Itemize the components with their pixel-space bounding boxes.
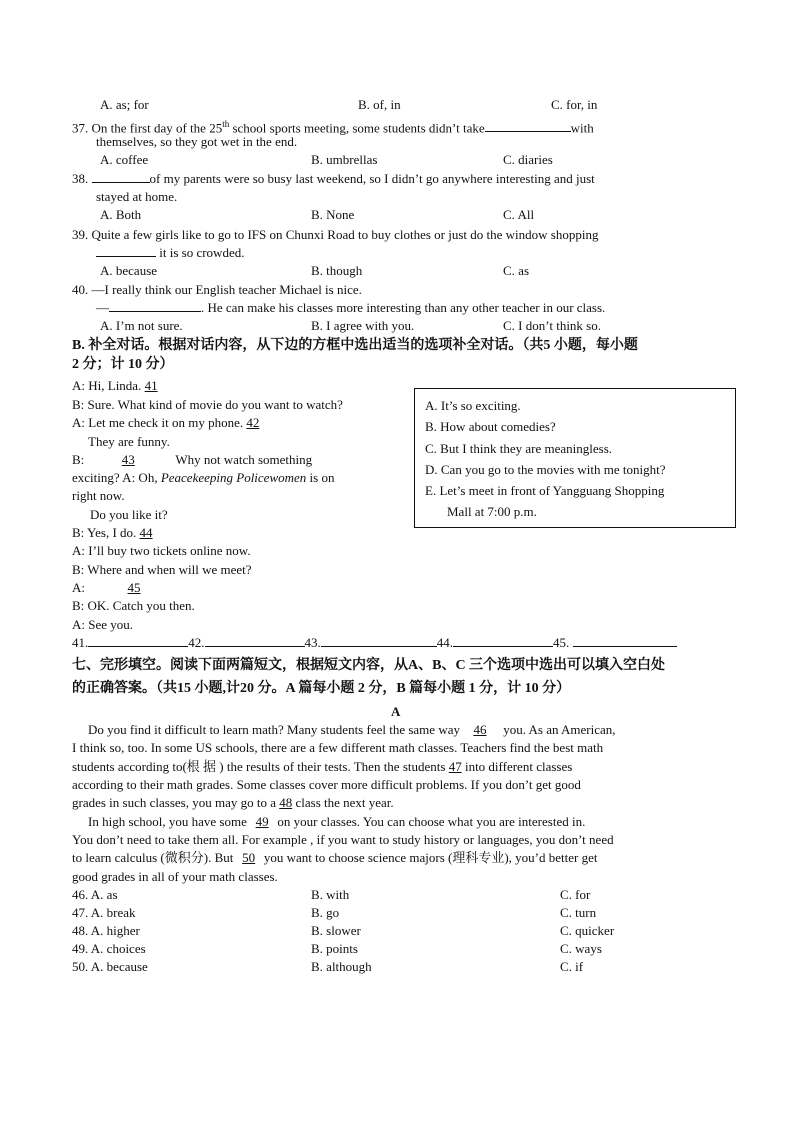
passage-title: A	[391, 704, 401, 719]
answer-blank-43	[321, 634, 437, 647]
passage-p2-line4: good grades in all of your math classes.	[72, 869, 278, 884]
q37-option-b: B. umbrellas	[311, 152, 378, 167]
q49-option-b: B. points	[311, 941, 358, 956]
passage-p1-line2: I think so, too. In some US schools, there are a few different math classes. Teachers find the best math	[72, 740, 604, 755]
blank-49: 49	[255, 814, 269, 829]
dialogue-line-3: A: Let me check it on my phone. 42	[72, 414, 308, 432]
blank-43: 43	[121, 452, 135, 467]
dialogue-line-8: Do you like it?	[90, 507, 168, 522]
q36-option-c: C. for, in	[551, 97, 598, 112]
q40-option-c: C. I don’t think so.	[503, 318, 601, 333]
q36-option-b: B. of, in	[358, 97, 401, 112]
answer-blank-45	[573, 634, 677, 647]
q47-option-b: B. go	[311, 905, 340, 920]
q36-option-a: A. as; for	[100, 97, 149, 112]
dialogue-line-5: B: 43 Why not watch something	[72, 452, 313, 467]
q37-blank	[485, 119, 571, 132]
q47-option-a: 47. A. break	[72, 905, 136, 920]
passage-p1-line5: grades in such classes, you may go to a 48 class the next year.	[72, 795, 394, 810]
q48-option-b: B. slower	[311, 923, 361, 938]
dialogue-line-6: exciting? A: Oh, Peacekeeping Policewomen is on	[72, 470, 335, 485]
q38-blank	[92, 170, 150, 183]
dialogue-line-10: A: I’ll buy two tickets online now.	[72, 543, 251, 558]
q38-option-a: A. Both	[100, 207, 142, 222]
dialogue-line-12: A: 45	[72, 579, 183, 597]
dialogue-line-4: They are funny.	[88, 434, 170, 449]
box-option-c: C. But I think they are meaningless.	[425, 441, 613, 456]
q48-option-a: 48. A. higher	[72, 923, 140, 938]
q39-option-c: C. as	[503, 263, 529, 278]
answer-blank-44	[453, 634, 553, 647]
section-7-heading-cont: 的正确答案。（共15 小题,计20 分。A 篇每小题 2 分，B 篇每小题 1 分，计 10 分）	[72, 681, 571, 696]
passage-p1-line1: Do you find it difficult to learn math? Many students feel the same way 46 you. As an American,	[88, 722, 616, 737]
q50-option-c: C. if	[560, 959, 584, 974]
q40-stem-line1: 40. —I really think our English teacher Michael is nice.	[72, 282, 362, 297]
q49-option-a: 49. A. choices	[72, 941, 146, 956]
passage-p1-line4: according to their math grades. Some classes cover more difficult problems. If you don’t get good	[72, 777, 581, 792]
section-b-heading-cont: 2 分；计 10 分）	[72, 357, 174, 372]
q37-option-c: C. diaries	[503, 152, 553, 167]
blank-44: 44	[139, 525, 153, 540]
blank-50: 50	[242, 850, 256, 865]
dialogue-line-7: right now.	[72, 488, 125, 503]
q48-option-c: C. quicker	[560, 923, 615, 938]
q40-stem-line2: — . He can make his classes more interesting than any other teacher in our class.	[96, 300, 606, 315]
box-option-a: A. It’s so exciting.	[425, 398, 521, 413]
q50-option-b: B. although	[311, 959, 372, 974]
box-option-b: B. How about comedies?	[425, 419, 556, 434]
box-option-e: E. Let’s meet in front of Yangguang Shopping	[425, 483, 665, 498]
blank-46: 46	[473, 722, 487, 737]
passage-p2-line2: You don’t need to take them all. For example , if you want to study history or languages, you don’t need	[72, 832, 614, 847]
q40-blank	[109, 299, 201, 312]
blank-42: 42	[246, 415, 260, 430]
passage-p2-line3: to learn calculus (微积分). But 50 you want to choose science majors (理科专业), you’d better get	[72, 850, 598, 865]
dialogue-line-9: B: Yes, I do. 44	[72, 524, 204, 542]
q39-blank	[96, 244, 156, 257]
q46-option-b: B. with	[311, 887, 350, 902]
q40-option-b: B. I agree with you.	[311, 318, 415, 333]
q39-option-b: B. though	[311, 263, 363, 278]
answer-blank-41	[88, 634, 188, 647]
blank-48: 48	[279, 795, 293, 810]
q46-option-c: C. for	[560, 887, 591, 902]
q38-stem-line2: stayed at home.	[96, 189, 178, 204]
options-box	[414, 388, 736, 528]
dialogue-line-2: B: Sure. What kind of movie do you want to watch?	[72, 397, 343, 412]
q38-stem-line1: 38. of my parents were so busy last weekend, so I didn’t go anywhere interesting and just	[72, 171, 595, 186]
dialogue-line-14: A: See you.	[72, 617, 134, 632]
section-7-heading: 七、完形填空。阅读下面两篇短文，根据短文内容，从A、B、C 三个选项中选出可以填入空白处	[72, 658, 666, 673]
q38-option-b: B. None	[311, 207, 355, 222]
q40-option-a: A. I’m not sure.	[100, 318, 183, 333]
box-option-d: D. Can you go to the movies with me tonight?	[425, 462, 666, 477]
dialogue-line-11: B: Where and when will we meet?	[72, 562, 252, 577]
q38-option-c: C. All	[503, 207, 535, 222]
q39-stem-line2: it is so crowded.	[96, 244, 244, 262]
q37-option-a: A. coffee	[100, 152, 149, 167]
blank-45: 45	[127, 580, 141, 595]
q49-option-c: C. ways	[560, 941, 602, 956]
box-option-e-cont: Mall at 7:00 p.m.	[447, 504, 537, 519]
q37-stem-line1: 37. On the first day of the 25th school sports meeting, some students didn’t take with	[72, 119, 594, 136]
dialogue-line-13: B: OK. Catch you then.	[72, 598, 195, 613]
passage-p1-line3: students according to(根 据 ) the results of their tests. Then the students 47 into different classes	[72, 759, 573, 774]
section-b-heading: B. 补全对话。根据对话内容，从下边的方框中选出适当的选项补全对话。（共5 小题，每小题	[72, 338, 638, 353]
blank-41: 41	[144, 378, 158, 393]
q39-stem-line1: 39. Quite a few girls like to go to IFS on Chunxi Road to buy clothes or just do the window shopping	[72, 227, 599, 242]
q47-option-c: C. turn	[560, 905, 597, 920]
answer-blank-42	[205, 634, 305, 647]
dialogue-line-1: A: Hi, Linda. 41	[72, 377, 223, 395]
q46-option-a: 46. A. as	[72, 887, 118, 902]
blank-47: 47	[448, 759, 462, 774]
q39-option-a: A. because	[100, 263, 158, 278]
passage-p2-line1: In high school, you have some 49 on your classes. You can choose what you are interested in.	[88, 814, 586, 829]
answer-line: 41. 42. 43. 44. 45.	[72, 634, 677, 652]
q37-stem-line2: themselves, so they got wet in the end.	[96, 134, 298, 149]
q50-option-a: 50. A. because	[72, 959, 148, 974]
